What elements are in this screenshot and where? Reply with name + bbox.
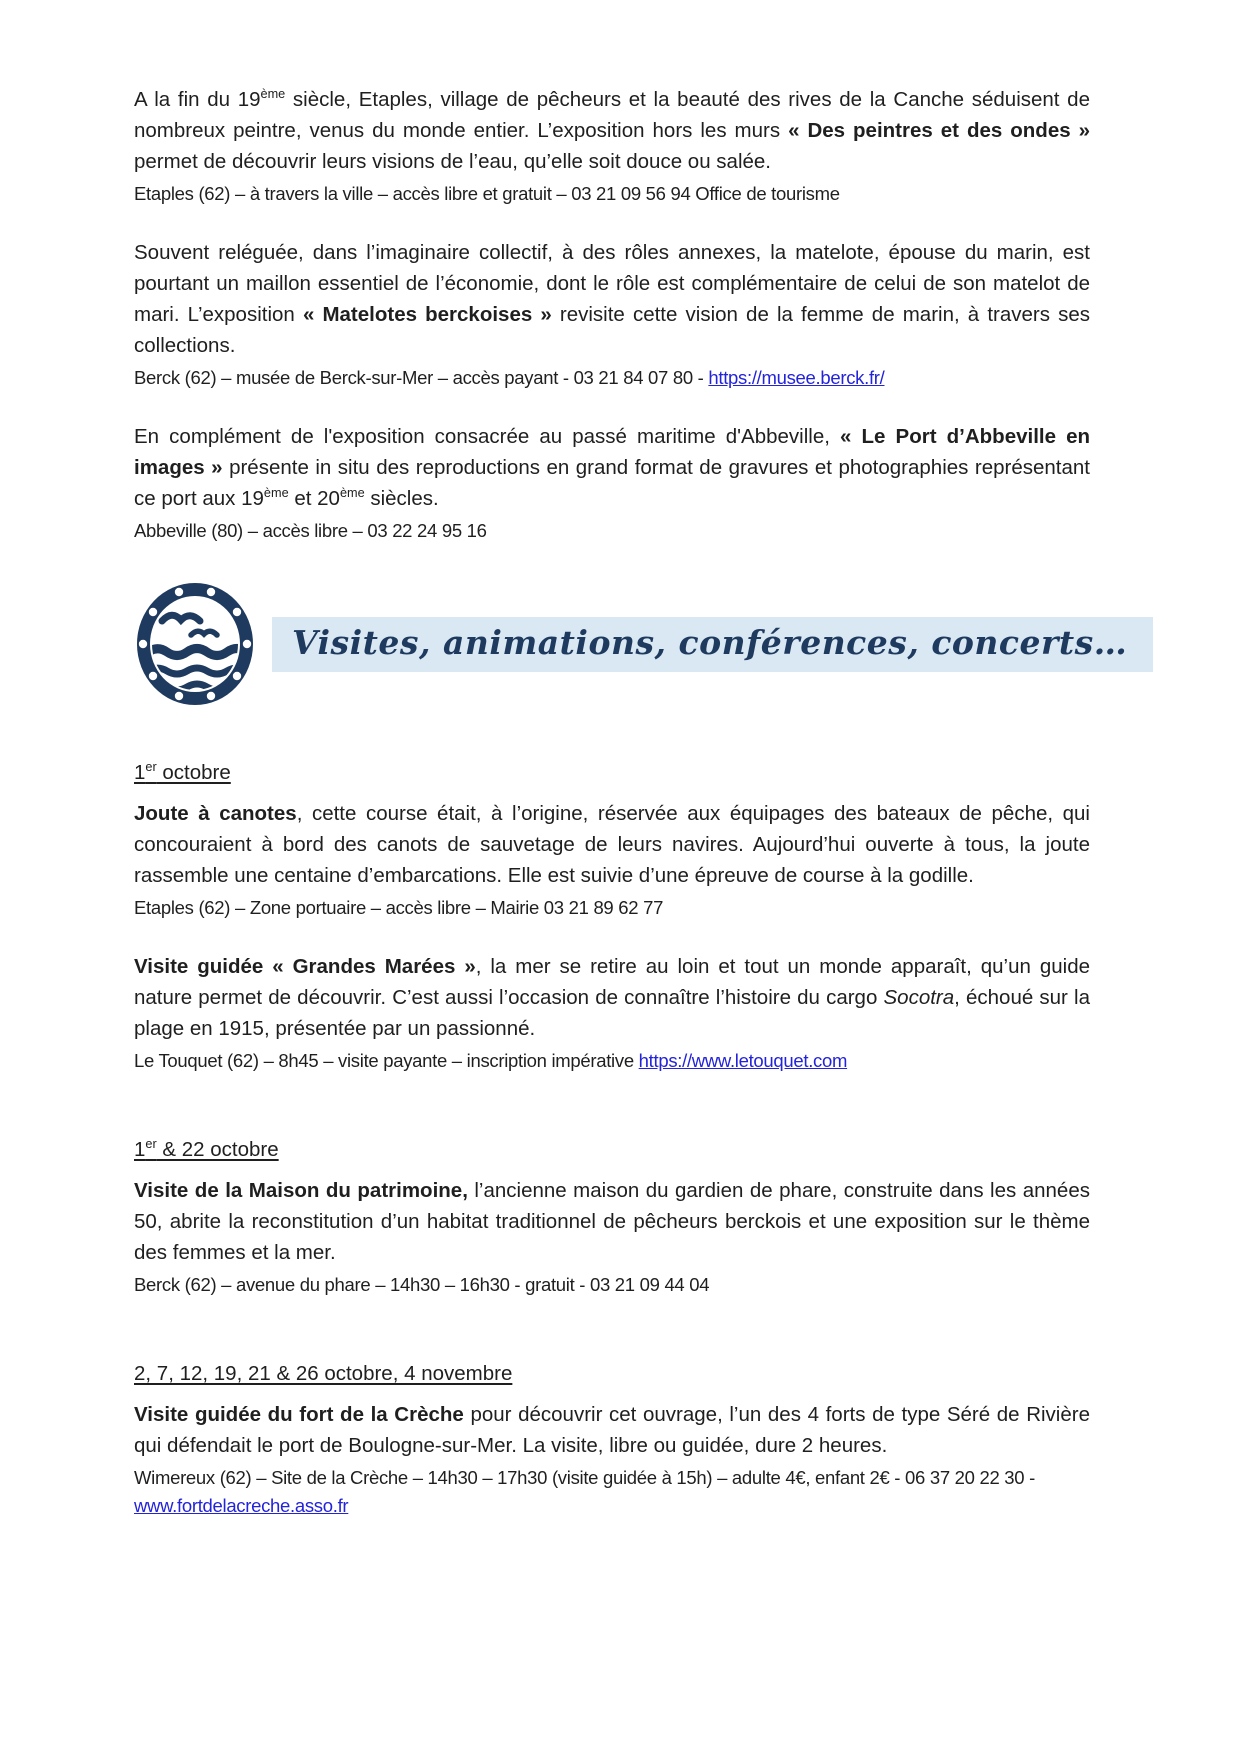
text-run: revisite cette vision de la femme de marin, à travers ses collections. (134, 303, 1090, 357)
event-date-wrap (134, 1328, 1090, 1399)
text-run: En complément de l'exposition consacrée au passé maritime d'Abbeville, (134, 425, 841, 448)
hyperlink[interactable]: https://musee.berck.fr/ (708, 367, 885, 388)
text-run: Visite de la Maison du patrimoine, (134, 1179, 468, 1202)
text-run: Etaples (62) – Zone portuaire – accès libre – Mairie 03 21 89 62 77 (134, 897, 664, 918)
text-run: , cette course était, à l’origine, réservée aux équipages des bateaux de pêche, qui concouraient à bord des canots de sauvetage de leurs navires. Aujourd’hui ouverte à tous, la joute rassemble une centaine d’embarcations. Elle est suivie d’une épreuve de course à la godille. (134, 802, 1090, 887)
superscript-text: ème (339, 485, 365, 501)
event-paragraph (134, 1399, 1090, 1461)
porthole-seagulls-waves-icon (134, 581, 256, 707)
event-paragraph (134, 1175, 1090, 1268)
text-run: Berck (62) – musée de Berck-sur-Mer – accès payant - 03 21 84 07 80 - (134, 367, 709, 388)
text-run: Visite guidée « Grandes Marées » (134, 955, 476, 978)
text-run: siècles. (364, 487, 439, 510)
text-run: « Matelotes berckoises » (302, 303, 552, 326)
exposition-item (134, 421, 1090, 545)
exposition-item (134, 84, 1090, 208)
practical-info-line (134, 364, 1090, 392)
text-run: Wimereux (62) – Site de la Crèche – 14h30 – 17h30 (visite guidée à 15h) – adulte 4€, enfant 2€ - 06 37 20 22 30 - (134, 1467, 1035, 1488)
superscript-text: ème (263, 485, 289, 501)
superscript-text: ème (260, 86, 286, 102)
text-run: et 20 (288, 487, 340, 510)
text-run: permet de découvrir leurs visions de l’eau, qu’elle soit douce ou salée. (134, 150, 772, 173)
exposition-paragraph (134, 237, 1090, 361)
event-date-wrap (134, 1104, 1090, 1175)
event-date-heading (134, 757, 231, 788)
practical-info-line (134, 1271, 1090, 1299)
text-run: 1 (134, 761, 146, 784)
text-run: Visite guidée du fort de la Crèche (134, 1403, 464, 1426)
text-run: siècle, Etaples, village de pêcheurs et la beauté des rives de la Canche séduisent de nombreux peintre, venus du monde entier. L’exposition hors les murs (134, 88, 1090, 142)
text-run: octobre (156, 761, 231, 784)
hyperlink[interactable]: https://www.letouquet.com (638, 1050, 848, 1071)
text-run: Souvent reléguée, dans l’imaginaire collectif, à des rôles annexes, la matelote, épouse du marin, est pourtant un maillon essentiel de l’économie, dont le rôle est complémentaire de celui de son matelot de mari. L’exposition (134, 241, 1090, 326)
exposition-paragraph (134, 84, 1090, 177)
hyperlink[interactable]: www.fortdelacreche.asso.fr (134, 1495, 349, 1516)
practical-info-line (134, 180, 1090, 208)
text-run: « Le Port d’Abbeville en images » (134, 425, 1091, 479)
practical-info-line (134, 1464, 1090, 1520)
expositions-section (134, 84, 1090, 545)
practical-info-line (134, 517, 1090, 545)
section-title-banner (272, 617, 1153, 672)
section-header (134, 581, 1128, 707)
event-item (134, 951, 1090, 1075)
event-paragraph (134, 951, 1090, 1044)
text-run: A la fin du 19 (134, 88, 261, 111)
text-run: pour découvrir cet ouvrage, l’un des 4 forts de type Séré de Rivière qui défendait le port de Boulogne-sur-Mer. La visite, libre ou guidée, dure 2 heures. (134, 1403, 1090, 1457)
text-run: l’ancienne maison du gardien de phare, construite dans les années 50, abrite la reconstitution d’un habitat traditionnel de pêcheurs berckois et une exposition sur le thème des femmes et la mer. (134, 1179, 1090, 1264)
exposition-paragraph (134, 421, 1090, 514)
event-item (134, 798, 1090, 922)
text-run: 2, 7, 12, 19, 21 & 26 octobre, 4 novembre (134, 1362, 513, 1385)
event-item (134, 1399, 1090, 1520)
text-run: , la mer se retire au loin et tout un monde apparaît, qu’un guide nature permet de découvrir. C’est aussi l’occasion de connaître l’histoire du cargo (134, 955, 1091, 1009)
event-date-heading (134, 1134, 279, 1165)
practical-info-line (134, 894, 1090, 922)
event-date-heading (134, 1358, 512, 1389)
practical-info-line (134, 1047, 1090, 1075)
event-paragraph (134, 798, 1090, 891)
text-run: Joute à canotes (134, 802, 297, 825)
section-title: Visites, animations, conférences, concerts… (292, 622, 1128, 662)
text-run: & 22 octobre (156, 1138, 279, 1161)
text-run: présente in situ des reproductions en grand format de gravures et photographies représentant ce port aux 19 (134, 456, 1091, 510)
event-date-wrap (134, 727, 1090, 798)
text-run: Socotra (883, 986, 955, 1009)
superscript-text: er (145, 1136, 157, 1152)
event-item (134, 1175, 1090, 1299)
text-run: 1 (134, 1138, 146, 1161)
superscript-text: er (145, 759, 157, 775)
events-section (134, 727, 1090, 1520)
text-run: « Des peintres et des ondes » (788, 119, 1090, 142)
text-run: Le Touquet (62) – 8h45 – visite payante – inscription impérative (134, 1050, 639, 1071)
text-run: Etaples (62) – à travers la ville – accès libre et gratuit – 03 21 09 56 94 Office de tourisme (134, 183, 840, 204)
text-run: , échoué sur la plage en 1915, présentée par un passionné. (134, 986, 1090, 1040)
text-run: Abbeville (80) – accès libre – 03 22 24 95 16 (134, 520, 487, 541)
exposition-item (134, 237, 1090, 392)
text-run: Berck (62) – avenue du phare – 14h30 – 16h30 - gratuit - 03 21 09 44 04 (134, 1274, 710, 1295)
